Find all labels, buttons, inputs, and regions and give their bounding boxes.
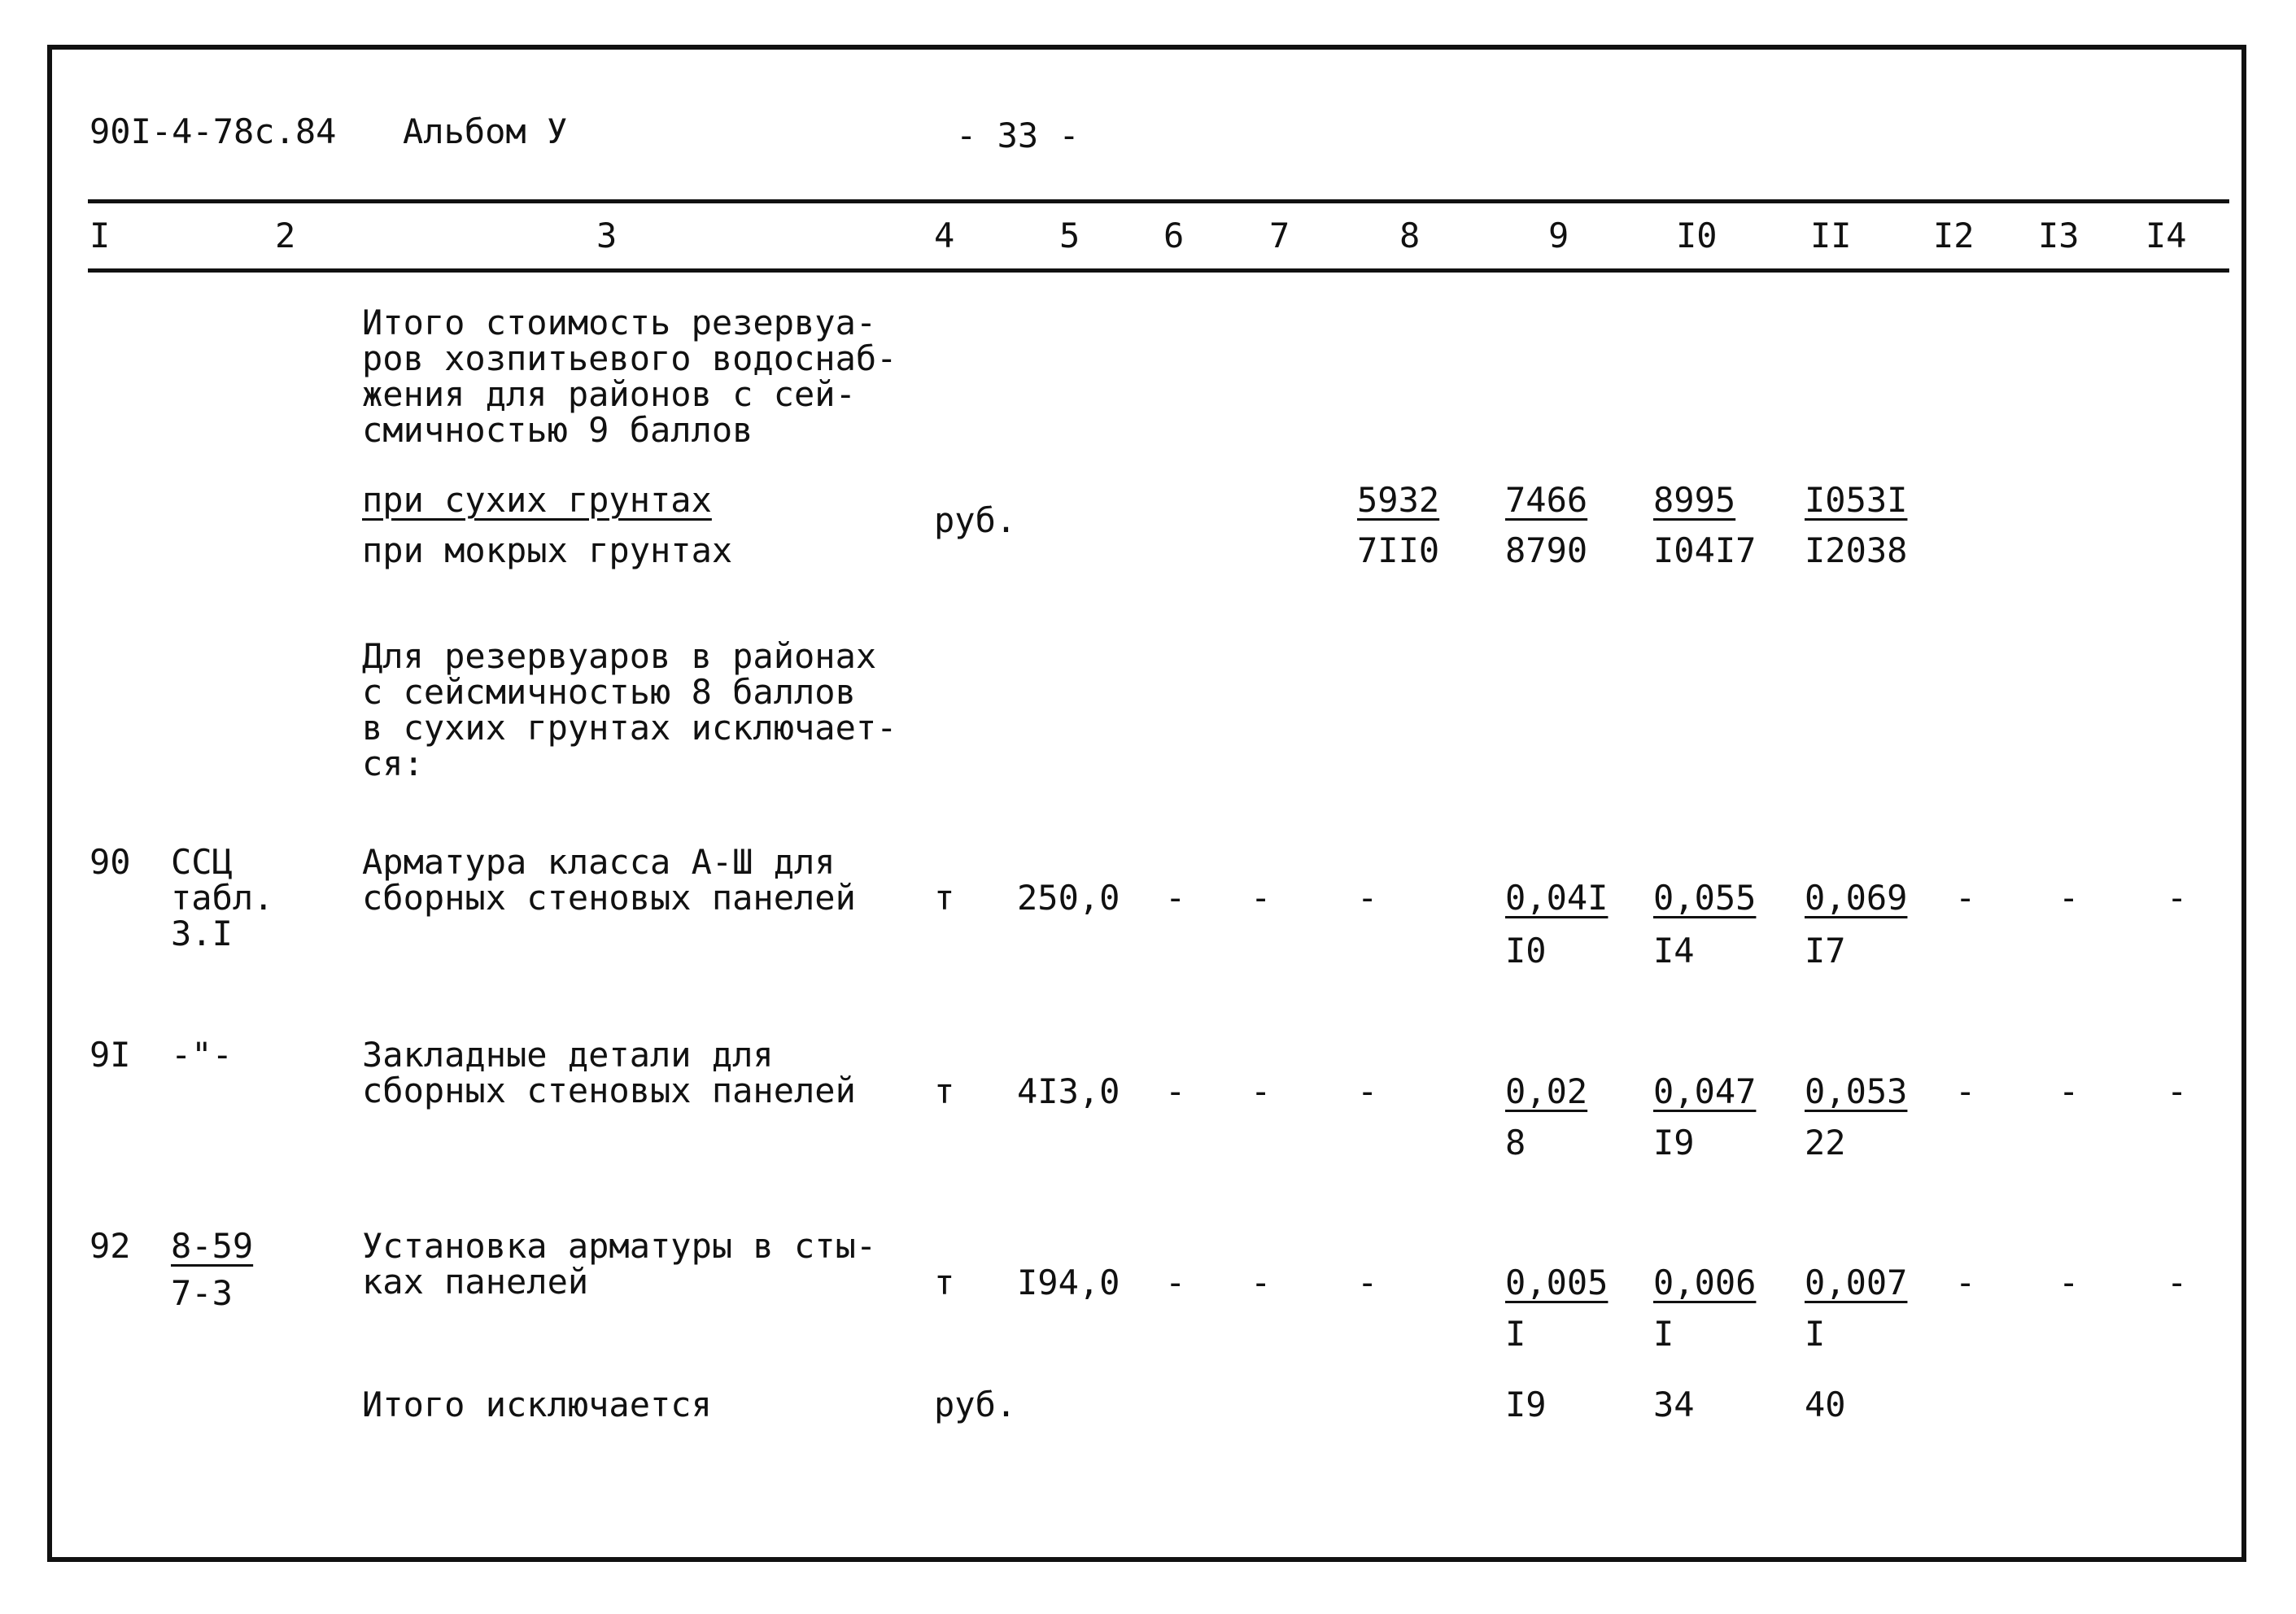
row-col8: - (1357, 1071, 1378, 1111)
summary-title: Итого стоимость резервуа- ров хозпитьевого водоснаб- жения для районов с сей- смичностью 9 баллов (362, 303, 897, 450)
row-unit: т (934, 878, 955, 918)
row-col10-quantity: 0,006 (1653, 1263, 1757, 1302)
row-col9-cost: I (1505, 1314, 1526, 1354)
row-number: 92 (89, 1226, 131, 1266)
row-col9-quantity: 0,005 (1505, 1263, 1609, 1302)
column-header: I0 (1676, 216, 1718, 255)
row-col7: - (1251, 878, 1272, 918)
row-col11-cost: I7 (1805, 931, 1846, 971)
row-col11-quantity: 0,053 (1805, 1071, 1908, 1111)
row-number: 90 (89, 842, 131, 882)
exclusion-note: Для резервуаров в районах с сейсмичностью 8 баллов в сухих грунтах исключает- ся: (362, 636, 897, 783)
dry-value-col8: 5932 (1357, 480, 1440, 520)
row-col6: - (1165, 1263, 1186, 1302)
row-unit: т (934, 1071, 955, 1111)
row-col14: - (2167, 1071, 2188, 1111)
row-col12: - (1955, 1071, 1976, 1111)
row-col9-cost: I0 (1505, 931, 1547, 971)
row-col11-cost: 22 (1805, 1123, 1846, 1163)
row-col10-quantity: 0,047 (1653, 1071, 1757, 1111)
wet-value-col9: 8790 (1505, 530, 1588, 570)
table-top-rule (88, 199, 2229, 203)
row-col12: - (1955, 878, 1976, 918)
row-col10-cost: I (1653, 1314, 1674, 1354)
row-col8: - (1357, 1263, 1378, 1302)
wet-value-col8: 7II0 (1357, 530, 1440, 570)
row-unit: т (934, 1263, 955, 1302)
total-excluded-col10: 34 (1653, 1385, 1695, 1424)
row-col10-cost: I4 (1653, 931, 1695, 971)
dry-value-col10: 8995 (1653, 480, 1736, 520)
row-col11-quantity: 0,007 (1805, 1263, 1908, 1302)
column-header: 2 (275, 216, 296, 255)
row-price: 250,0 (1017, 878, 1120, 918)
row-price: I94,0 (1017, 1263, 1120, 1302)
row-code: -"- (171, 1035, 233, 1075)
total-excluded-unit: руб. (934, 1385, 1017, 1424)
column-header: I2 (1933, 216, 1975, 255)
column-header: 8 (1399, 216, 1421, 255)
row-col13: - (2058, 878, 2080, 918)
row-col9-cost: 8 (1505, 1123, 1526, 1163)
row-col6: - (1165, 878, 1186, 918)
row-col10-cost: I9 (1653, 1123, 1695, 1163)
total-excluded-col11: 40 (1805, 1385, 1846, 1424)
document-code: 90I-4-78с.84 (89, 111, 337, 151)
row-col11-quantity: 0,069 (1805, 878, 1908, 918)
row-col12: - (1955, 1263, 1976, 1302)
header-bottom-rule (88, 268, 2229, 273)
column-header: 5 (1059, 216, 1080, 255)
column-header: I (89, 216, 111, 255)
row-col7: - (1251, 1071, 1272, 1111)
column-header: 9 (1548, 216, 1569, 255)
row-number: 9I (89, 1035, 131, 1075)
row-col14: - (2167, 1263, 2188, 1302)
row-col14: - (2167, 878, 2188, 918)
column-header: 7 (1269, 216, 1290, 255)
row-col9-quantity: 0,02 (1505, 1071, 1588, 1111)
album-label: Альбом У (403, 111, 568, 151)
total-excluded-col9: I9 (1505, 1385, 1547, 1424)
column-header: II (1810, 216, 1852, 255)
row-description: Закладные детали для сборных стеновых панелей (362, 1035, 856, 1110)
row-col11-cost: I (1805, 1314, 1826, 1354)
total-excluded-label: Итого исключается (362, 1385, 712, 1424)
row-col13: - (2058, 1263, 2080, 1302)
row-code: ССЦ табл. 3.I (171, 842, 274, 953)
column-header: I4 (2145, 216, 2187, 255)
row-col7: - (1251, 1263, 1272, 1302)
column-header: 6 (1163, 216, 1185, 255)
summary-unit: руб. (934, 500, 1017, 540)
column-header: I3 (2038, 216, 2080, 255)
page-number: - 33 - (956, 116, 1080, 155)
row-col13: - (2058, 1071, 2080, 1111)
row-price: 4I3,0 (1017, 1071, 1120, 1111)
row-description: Арматура класса А-Ш для сборных стеновых панелей (362, 842, 856, 918)
dry-value-col9: 7466 (1505, 480, 1588, 520)
wet-value-col11: I2038 (1805, 530, 1908, 570)
dry-value-col11: I053I (1805, 480, 1908, 520)
row-col8: - (1357, 878, 1378, 918)
column-header: 3 (596, 216, 618, 255)
wet-soil-label: при мокрых грунтах (362, 530, 733, 570)
row-code-item: 7-3 (171, 1273, 233, 1313)
column-header: 4 (934, 216, 955, 255)
row-col9-quantity: 0,04I (1505, 878, 1609, 918)
dry-soil-label: при сухих грунтах (362, 480, 712, 520)
wet-value-col10: I04I7 (1653, 530, 1757, 570)
row-col6: - (1165, 1071, 1186, 1111)
row-code-norm: 8-59 (171, 1226, 254, 1266)
row-col10-quantity: 0,055 (1653, 878, 1757, 918)
row-description: Установка арматуры в сты- ках панелей (362, 1226, 877, 1302)
